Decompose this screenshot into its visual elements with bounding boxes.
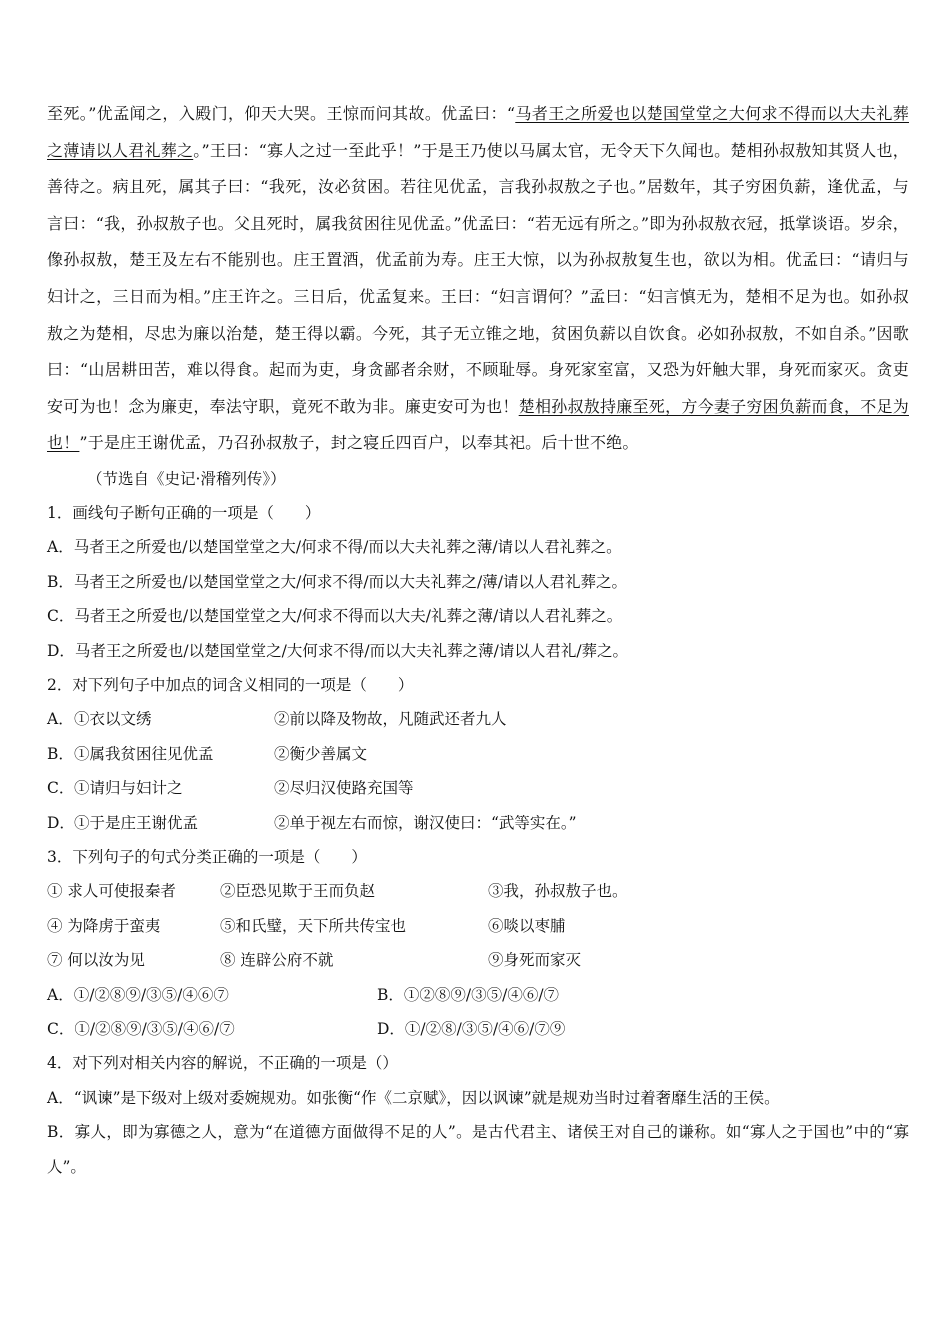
passage-text: 至死。”优孟闻之，入殿门，仰天大哭。王惊而问其故。优孟曰：“ bbox=[47, 104, 516, 123]
option-b: B．①②⑧⑨/③⑤/④⑥/⑦ bbox=[377, 985, 560, 1004]
option-a: A．马者王之所爱也/以楚国堂堂之大/何求不得/而以大夫礼葬之薄/请以人君礼葬之。 bbox=[47, 538, 622, 557]
option-c: C．马者王之所爱也/以楚国堂堂之大/何求不得而以大夫/礼葬之薄/请以人君礼葬之。 bbox=[47, 607, 623, 626]
question-stem: 4．对下列对相关内容的解说，不正确的一项是（） bbox=[47, 1054, 398, 1073]
question-4 bbox=[47, 1046, 909, 1184]
sentence-row bbox=[47, 874, 909, 908]
option-part-2: ②前以降及物故，凡随武还者九人 bbox=[274, 710, 507, 729]
question-3 bbox=[47, 840, 909, 1046]
sentence-row bbox=[47, 943, 909, 977]
question-2 bbox=[47, 668, 909, 840]
sentence-item: ⑧ 连辟公府不就 bbox=[220, 951, 334, 970]
option-part-2: ②单于视左右而惊，谢汉使曰：“武等实在。” bbox=[274, 813, 577, 832]
question-stem: 1．画线句子断句正确的一项是（ ） bbox=[47, 503, 321, 522]
option-part-2: ②尽归汉使路充国等 bbox=[274, 779, 414, 798]
passage-text: 。”王曰：“寡人之过一至此乎！”于是王乃使以马属太官，无令天下久闻也。楚相孙叔敖知其贤人也，善待之。病且死，属其子曰：“我死，汝必贫困。若往见优孟，言我孙叔敖之子也。”居数年，其子穷困负薪，逢优孟，与言曰：“我，孙叔敖子也。父且死时，属我贫困往见优孟。”优孟曰：“若无远有所之。”即为孙叔敖衣冠，抵掌谈语。岁余，像孙叔敖，楚王及左右不能别也。庄王置酒，优孟前为寿。庄王大惊，以为孙叔敖复生也，欲以为相。优孟曰：“请归与妇计之，三日而为相。”庄王许之。三日后，优孟复来。王曰：“妇言谓何？”孟曰：“妇言慎无为，楚相不足为也。如孙叔敖之为楚相，尽忠为廉以治楚，楚王得以霸。今死，其子无立锥之地，贫困负薪以自饮食。必如孙叔敖，不如自杀。”因歌曰：“山居耕田苦，难以得食。起而为吏，身贪鄙者余财，不顾耻辱。身死家室富，又恐为奸触大罪，身死而家灭。贪吏安可为也！念为廉吏，奉法守职，竟死不敢为非。廉吏安可为也！ bbox=[47, 140, 909, 416]
source-citation: （节选自《史记·滑稽列传》） bbox=[87, 469, 286, 488]
sentence-item: ③我，孙叔敖子也。 bbox=[488, 882, 628, 901]
sentence-item: ⑨身死而家灭 bbox=[488, 951, 582, 970]
sentence-item: ④ 为降虏于蛮夷 bbox=[47, 916, 161, 935]
option-c bbox=[47, 771, 909, 805]
option-d: D．马者王之所爱也/以楚国堂堂之/大何求不得/而以大夫礼葬之薄/请以人君礼/葬之。 bbox=[47, 641, 629, 660]
option-b: B．马者王之所爱也/以楚国堂堂之大/何求不得/而以大夫礼葬之/薄/请以人君礼葬之。 bbox=[47, 572, 628, 591]
sentence-row bbox=[47, 909, 909, 943]
underlined-sentence-1: 马者王之所爱也以楚国堂堂之大何求不得而以大夫礼葬之薄请以人君礼葬之 bbox=[47, 104, 909, 160]
option-a bbox=[47, 702, 909, 736]
option-part-1: ①请归与妇计之 bbox=[74, 779, 183, 798]
sentence-item: ⑦ 何以汝为见 bbox=[47, 951, 145, 970]
option-b bbox=[47, 737, 909, 771]
option-label: C． bbox=[47, 779, 75, 798]
option-row bbox=[47, 978, 909, 1012]
question-stem: 3．下列句子的句式分类正确的一项是（ ） bbox=[47, 847, 367, 866]
sentence-item: ②臣恐见欺于王而负赵 bbox=[220, 882, 376, 901]
question-stem: 2．对下列句子中加点的词含义相同的一项是（ ） bbox=[47, 675, 414, 694]
option-a: A．“讽谏”是下级对上级对委婉规劝。如张衡“作《二京赋》，因以讽谏”就是规劝当时过着奢靡生活的王侯。 bbox=[47, 1088, 780, 1107]
question-1 bbox=[47, 496, 909, 668]
option-part-1: ①衣以文绣 bbox=[74, 710, 152, 729]
underlined-sentence-2: 楚相孙叔敖持廉至死，方今妻子穷困负薪而食，不足为也！ bbox=[47, 396, 909, 453]
passage bbox=[47, 96, 909, 462]
passage-text: ”于是庄王谢优孟，乃召孙叔敖子，封之寝丘四百户，以奉其祀。后十世不绝。 bbox=[79, 433, 639, 453]
sentence-item: ⑥啖以枣脯 bbox=[488, 916, 566, 935]
option-d: D．①/②⑧/③⑤/④⑥/⑦⑨ bbox=[377, 1019, 566, 1038]
option-label: B． bbox=[47, 744, 74, 763]
sentence-item: ① 求人可使报秦者 bbox=[47, 882, 176, 901]
option-part-1: ①于是庄王谢优孟 bbox=[74, 813, 199, 832]
document-page bbox=[47, 96, 909, 1184]
option-label: A． bbox=[47, 710, 74, 729]
option-row bbox=[47, 1012, 909, 1046]
option-b: B．寡人，即为寡德之人，意为“在道德方面做得不足的人”。是古代君主、诸侯王对自己的谦称。如“寡人之于国也”中的“寡人”。 bbox=[47, 1123, 909, 1176]
option-label: D． bbox=[47, 813, 75, 832]
sentence-item: ⑤和氏璧，天下所共传宝也 bbox=[220, 916, 407, 935]
option-c: C．①/②⑧⑨/③⑤/④⑥/⑦ bbox=[47, 1019, 235, 1038]
option-d bbox=[47, 806, 909, 840]
option-a: A．①/②⑧⑨/③⑤/④⑥⑦ bbox=[47, 985, 229, 1004]
option-part-1: ①属我贫困往见优孟 bbox=[74, 744, 214, 763]
option-part-2: ②衡少善属文 bbox=[274, 744, 368, 763]
